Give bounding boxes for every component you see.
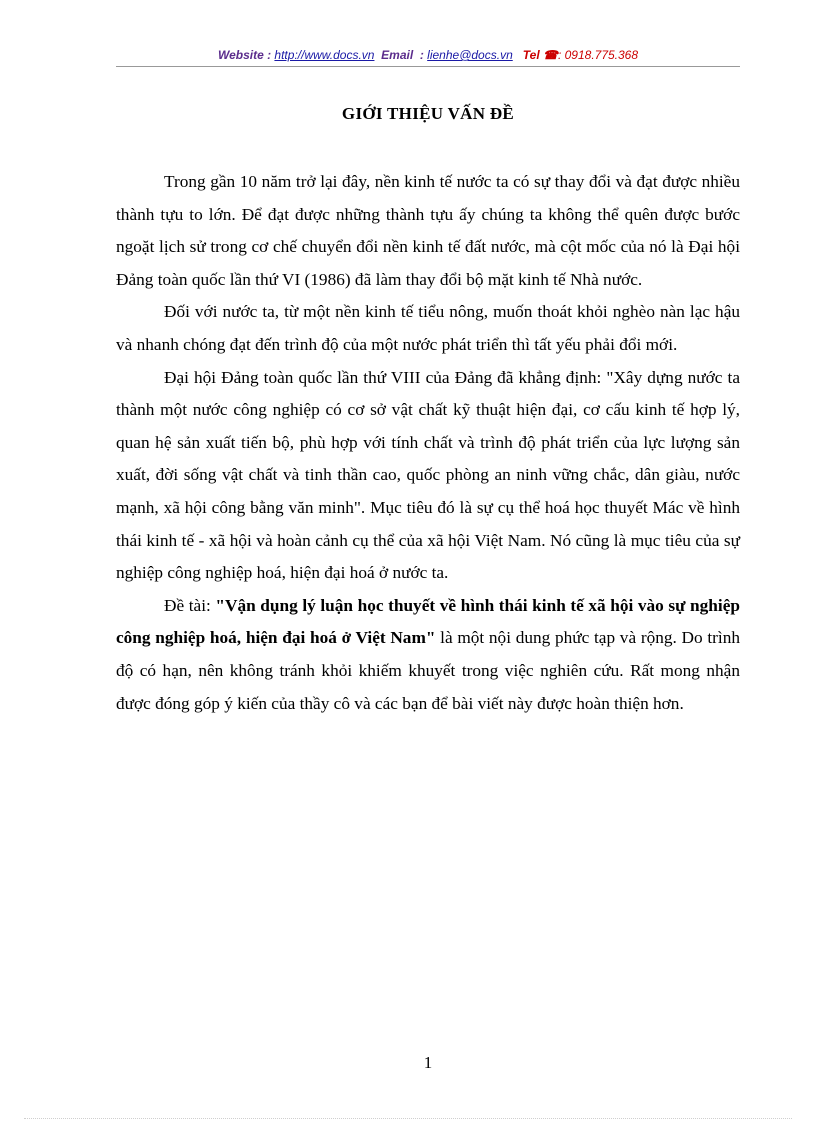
email-label: Email — [381, 48, 414, 62]
topic-title: "Vận dụng lý luận học thuyết về hình thái kinh tế xã hội vào sự nghiệp công nghiệp hoá, hiện đại hoá ở Việt Nam" — [116, 595, 740, 648]
paragraph-2: Đối với nước ta, từ một nền kinh tế tiểu nông, muốn thoát khỏi nghèo nàn lạc hậu và nhanh chóng đạt đến trình độ của một nước phát triển thì tất yếu phải đổi mới. — [116, 302, 740, 354]
tel-label: Tel ☎ — [522, 48, 558, 62]
email-link[interactable]: lienhe@docs.vn — [427, 48, 513, 62]
header-divider — [116, 66, 740, 67]
page-header — [116, 48, 740, 62]
topic-description: là một nội dung phức tạp và rộng. Do trình độ có hạn, nên không tránh khỏi khiếm khuyết trong việc nghiên cứu. Rất mong nhận được đóng góp ý kiến của thầy cô và các bạn để bài viết này được hoàn thiện hơn. — [116, 628, 740, 713]
tel-number: : 0918.775.368 — [557, 48, 639, 62]
document-title: GIỚI THIỆU VẤN ĐỀ — [341, 104, 515, 123]
page-number: 1 — [423, 1053, 433, 1072]
paragraph-1: Trong gần 10 năm trở lại đây, nền kinh tế nước ta có sự thay đổi và đạt được nhiều thành tựu to lớn. Để đạt được những thành tựu ấy chúng ta không thể quên được bước ngoặt lịch sử trong cơ chế chuyển đổi nền kinh tế đất nước, mà cột mốc của nó là Đại hội Đảng toàn quốc lần thứ VI (1986) đã làm thay đổi bộ mặt kinh tế Nhà nước. — [116, 172, 740, 289]
email-separator: : — [419, 48, 424, 62]
topic-intro: Đề tài: — [164, 595, 216, 615]
document-body — [116, 166, 740, 720]
page-bottom-border — [24, 1118, 792, 1119]
paragraph-4 — [116, 590, 740, 720]
website-link[interactable]: http://www.docs.vn — [274, 48, 375, 62]
paragraph-3: Đại hội Đảng toàn quốc lần thứ VIII của Đảng đã khẳng định: "Xây dựng nước ta thành một nước công nghiệp có cơ sở vật chất kỹ thuật hiện đại, cơ cấu kinh tế hợp lý, quan hệ sản xuất tiến bộ, phù hợp với tính chất và trình độ phát triển của lực lượng sản xuất, đời sống vật chất và tinh thần cao, quốc phòng an ninh vững chắc, dân giàu, nước mạnh, xã hội công bằng văn minh". Mục tiêu đó là sự cụ thể hoá học thuyết Mác về hình thái kinh tế - xã hội và hoàn cảnh cụ thể của xã hội Việt Nam. Nó cũng là mục tiêu của sự nghiệp công nghiệp hoá, hiện đại hoá ở nước ta. — [116, 367, 740, 583]
website-label: Website : — [217, 48, 272, 62]
